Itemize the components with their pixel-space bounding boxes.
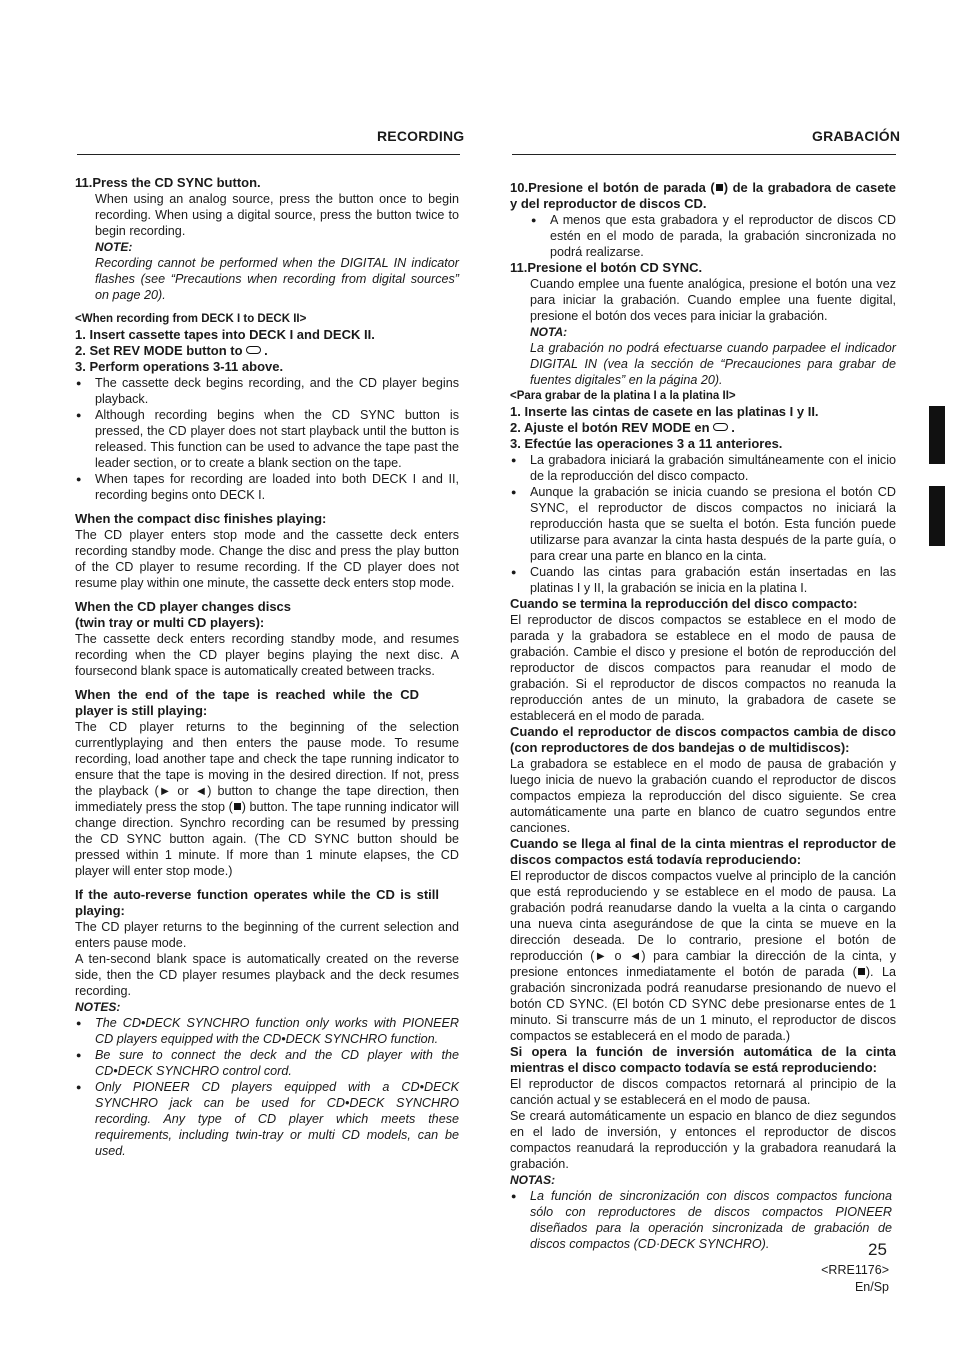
deck-subtitle: <Para grabar de la platina I a la platina II> [510,390,736,402]
notes-list [510,1188,896,1252]
change-text: La grabadora se establece en el modo de pausa de grabación y luego inicia de nuevo la grabación cuando el reproductor de discos compactos empieza la reproducción del disco siguiente. Se crea automáticamente una parte en blanco de cuatro segundos entre canciones. [510,757,896,835]
deck-step-1: 1. Insert cassette tapes into DECK I and DECK II. [75,327,375,342]
deck-step-2: 2. Ajuste el botón REV MODE en . [510,420,735,435]
change-title: Cuando el reproductor de discos compactos cambia de disco (con reproductores de dos bandejas o de multidiscos): [510,724,896,755]
bullet-item: ● Aunque la grabación se inicia cuando se presiona el botón CD SYNC, el reproductor de discos compactos no iniciará la reproducción hasta que se suelta el botón. Esta función puede utilizarse para avanzar la cinta hasta después de la parte guía, o para crear una parte en blanco en la cinta. [510,484,896,564]
left-column [75,175,459,1159]
thumb-index-tab [929,406,945,464]
tapeend-title: Cuando se llega al final de la cinta mientras el reproductor de discos compactos está todavía reproduciendo: [510,836,896,867]
autorev-text-1: The CD player returns to the beginning of the current selection and enters pause mode. [75,920,459,950]
autorev-title: If the auto-reverse function operates while the CD is still playing: [75,887,439,918]
deck-steps [75,327,459,375]
note-item: ● The CD•DECK SYNCHRO function only works with PIONEER CD players equipped with the CD•DECK SYNCHRO function. [75,1015,459,1047]
deck-subtitle: <When recording from DECK I to DECK II> [75,313,307,325]
deck-bullets [75,375,459,503]
tapeend-text: El reproductor de discos compactos vuelve al principlo de la canción que está reproduciendo y se establece en el modo de pausa. La grabación podrá reanudarse dando la vuelta a la cinta o cargando una nueva cinta asegurándose de que la cinta se mueve en la dirección deseada. De lo contrario, presione el botón de reproducción (► o ◄) para cambiar la dirección de la cinta, y presione entonces inmediatamente el botón de parada ( ). La grabación sincronizada podrá reanudarse presionando de nuevo el botón CD SYNC. (El botón CD SYNC debe presionarse entes de 1 minuto. Si transcurre más de un 1 minuto, el reproductor de discos compactos se establecerá en el modo de parada.) [510,869,897,1043]
bullet-item: ● Cuando las cintas para grabación están insertadas en las platinas I y II, la grabación se inicia en la platina I. [510,564,896,596]
right-column [510,180,896,1252]
document-code [819,1262,889,1296]
deck-step-2: 2. Set REV MODE button to . [75,343,268,358]
change-title-2: (twin tray or multi CD players): [75,615,265,630]
bullet-item: ● The cassette deck begins recording, and the CD player begins playback. [75,375,459,407]
autorev-text-1: El reproductor de discos compactos retornará al principio de la canción actual y se establecerá en el modo de pausa. [510,1077,896,1107]
finish-text: The CD player enters stop mode and the cassette deck enters recording standby mode. Change the disc and press the play button of the CD player to resume recording. If the CD player does not resume play within one minute, the cassette deck enters stop mode. [75,528,459,590]
doc-code: <RRE1176> [821,1263,889,1277]
stop-icon [234,803,241,810]
finish-title: Cuando se termina la reproducción del disco compacto: [510,596,858,611]
language-code: En/Sp [854,1280,889,1294]
header-rule-right [512,154,896,155]
section-header-grabacion: GRABACIÓN [812,128,901,144]
finish-text: El reproductor de discos compactos se establece en el modo de parada y la grabadora se establece en el modo de pausa de grabación. Cambie el disco y presione el botón de reproducción del reproductor de discos compactos para reanudar el modo de grabación. Si el reproductor de discos compactos no reanuda la reproducción antes de un minuto, la grabadora de casete se establecerá en el modo de parada. [510,613,896,723]
deck-step-1: 1. Inserte las cintas de casete en las platinas I y II. [510,404,819,419]
bullet-item: ● Although recording begins when the CD SYNC button is pressed, the CD player does not start playback until the button is released. This function can be used to advance the tape past the leader section, or to create a blank section on the tape. [75,407,459,471]
step-11-title: 11.Presione el botón CD SYNC. [510,260,703,275]
deck-steps [510,404,896,452]
section-header-recording: RECORDING [377,128,465,144]
note-text: Recording cannot be performed when the DIGITAL IN indicator flashes (see “Precautions when recording from digital sources” on page 20). [95,256,459,302]
thumb-index-tab [929,486,945,546]
autorev-text-2: Se creará automáticamente un espacio en blanco de diez segundos en el lado de inversión, y entonces el reproductor de discos compactos reanudará la reproducción y la grabadora reanudará la grabación. [510,1109,896,1171]
note-label: NOTA: [530,325,568,339]
step-11-text: Cuando emplee una fuente analógica, presione el botón una vez para iniciar la grabación. Cuando emplee una fuente digital, presione el botón dos veces para iniciar la grabación. [530,277,896,323]
note-item: ● La función de sincronización con discos compactos funciona sólo con reproductores de discos compactos PIONEER diseñados para la operación sincronizada de grabación de discos compactos (CD·DECK SYNCHRO). [510,1188,892,1252]
step-10-bullets [510,212,896,260]
note-item: ● Be sure to connect the deck and the CD player with the CD•DECK SYNCHRO control cord. [75,1047,459,1079]
step-11-title: 11.Press the CD SYNC button. [75,175,261,190]
step-10-title: 10.Presione el botón de parada ( ) de la grabadora de casete y del reproductor de discos CD. [510,180,896,211]
notes-label: NOTAS: [510,1173,556,1187]
autorev-title: Si opera la función de inversión automática de la cinta mientras el disco compacto todavía se está reproduciendo: [510,1044,896,1075]
step-11-text: When using an analog source, press the button once to begin recording. When using a digital source, press the button twice to begin recording. [95,192,459,238]
bullet-item: ● La grabadora iniciará la grabación simultáneamente con el inicio de la reproducción del disco compacto. [510,452,896,484]
stop-icon [858,968,865,975]
note-label: NOTE: [95,240,133,254]
tapeend-title: When the end of the tape is reached while the CD player is still playing: [75,687,419,718]
header-rule-left [77,154,460,155]
deck-step-3: 3. Perform operations 3-11 above. [75,359,284,374]
deck-step-3: 3. Efectúe las operaciones 3 a 11 anteriores. [510,436,783,451]
note-text: La grabación no podrá efectuarse cuando parpadee el indicador DIGITAL IN (vea la sección de “Precauciones para grabar de fuentes digitales” en la página 20). [530,341,896,387]
bullet-item: ● When tapes for recording are loaded into both DECK I and II, recording begins onto DECK I. [75,471,459,503]
page-number: 25 [868,1240,887,1259]
notes-list [75,1015,459,1159]
finish-title: When the compact disc finishes playing: [75,511,327,526]
change-title-1: When the CD player changes discs [75,599,292,614]
stop-icon [716,184,723,191]
reverse-mode-icon [246,346,261,354]
note-item: ● Only PIONEER CD players equipped with a CD•DECK SYNCHRO jack can be used for CD•DECK SYNCHRO recording. Any type of CD player which meets these requirements, including twin-tray or multi CD models, can be used. [75,1079,459,1159]
deck-bullets [510,452,896,596]
reverse-mode-icon [713,423,728,431]
bullet-item: ● A menos que esta grabadora y el reproductor de discos CD estén en el modo de parada, la grabación sincronizada no podrá realizarse. [530,212,896,260]
notes-label: NOTES: [75,1000,121,1014]
change-text: The cassette deck enters recording standby mode, and resumes recording when the CD player begins playing the next disc. A foursecond blank space is automatically created between tracks. [75,632,459,678]
autorev-text-2: A ten-second blank space is automatically created on the reverse side, then the CD player resumes playback and the deck resumes recording. [75,952,459,998]
tapeend-text: The CD player returns to the beginning of the selection currentlyplaying and then enters the pause mode. To resume recording, load another tape and check the tape running indicator to ensure that the tape is moving in the desired direction. If not, press the playback (► or ◄) button to change the tape direction, then immediately press the stop ( ) button. The tape running indicator will change direction. Synchro recording can be resumed by pressing the CD SYNC button again. (The CD SYNC button should be pressed within 1 minute. If more than 1 minute elapses, the CD player will enter stop mode.) [75,720,459,878]
